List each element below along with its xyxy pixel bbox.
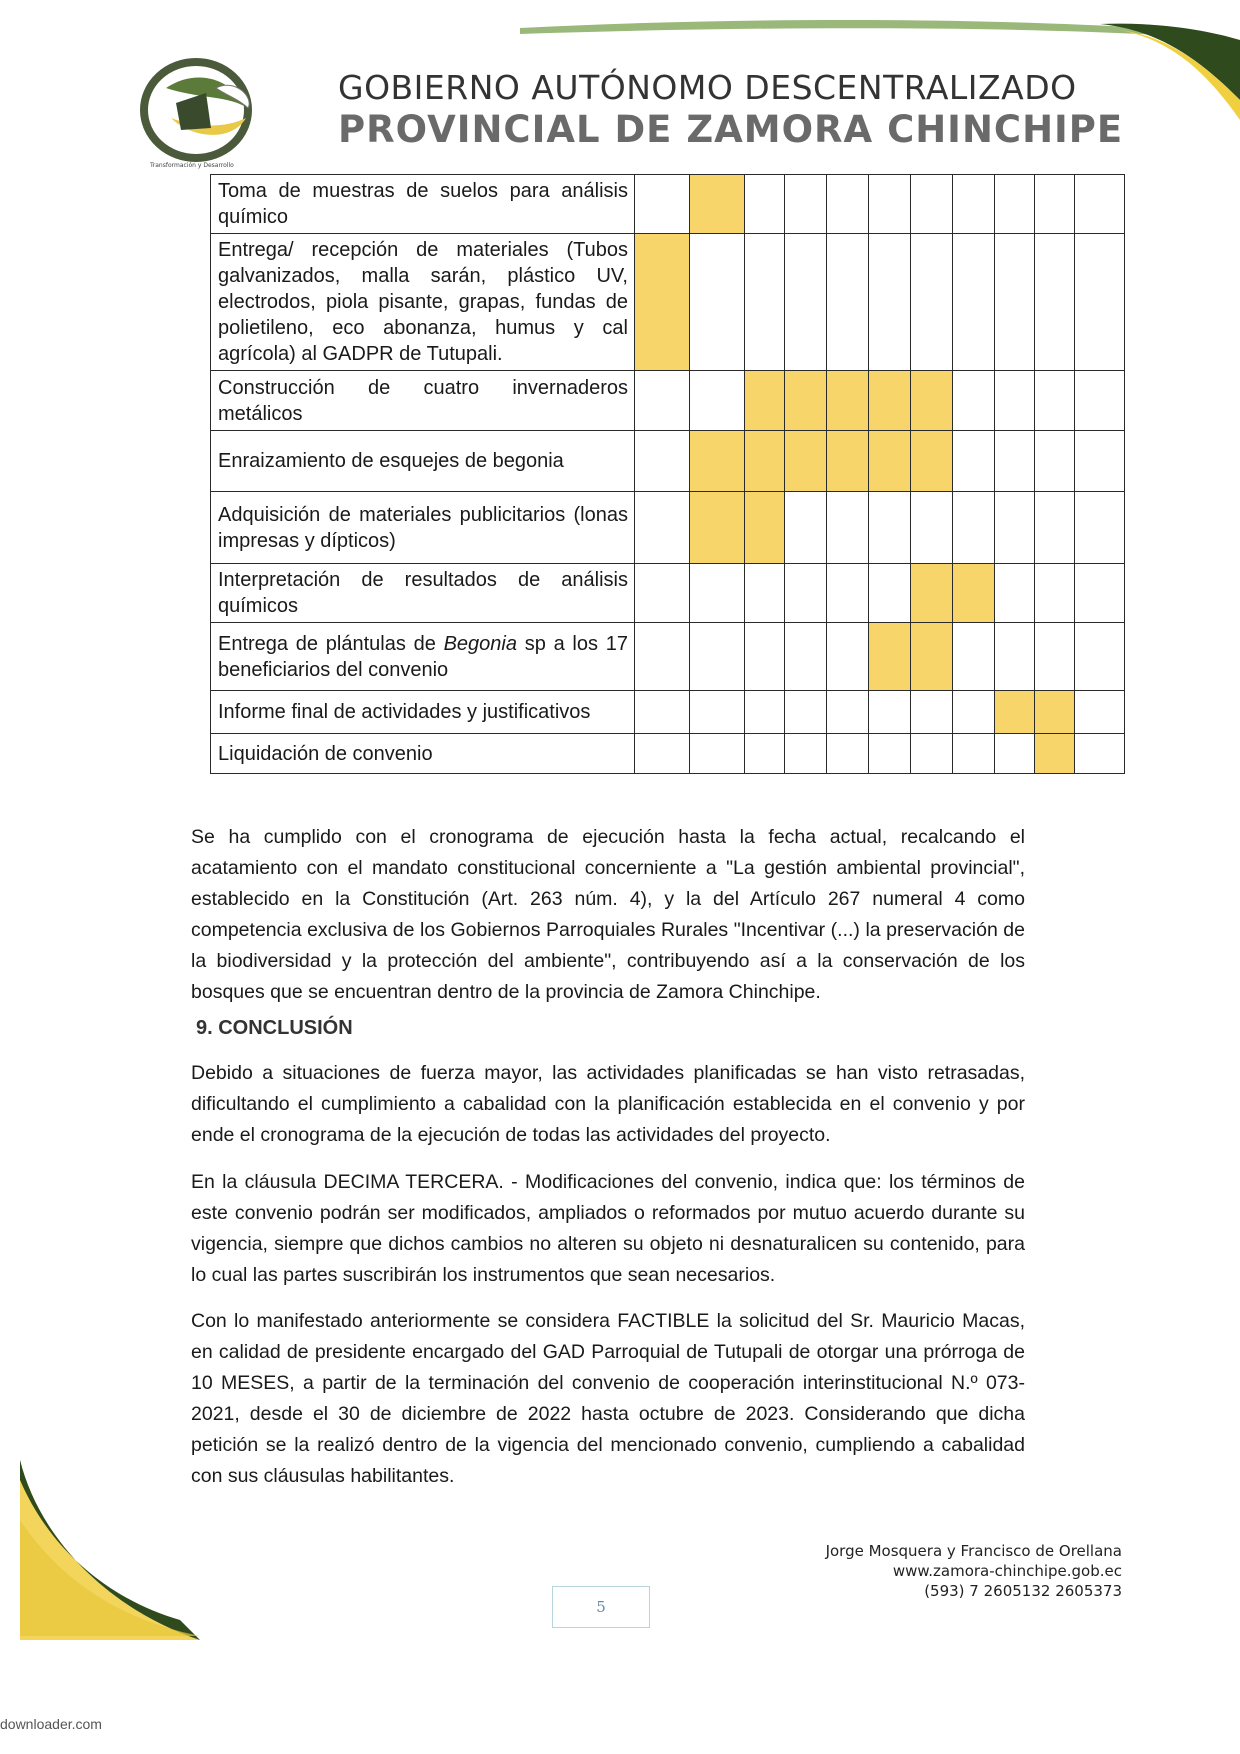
schedule-cell [953, 234, 995, 371]
table-row [211, 492, 1125, 564]
schedule-cell [690, 234, 745, 371]
schedule-cell [785, 492, 827, 564]
schedule-cell [995, 564, 1035, 623]
table-row [211, 734, 1125, 774]
schedule-cell [1035, 691, 1075, 734]
schedule-cell [1035, 175, 1075, 234]
schedule-cell [953, 492, 995, 564]
schedule-cell [911, 492, 953, 564]
schedule-cell [953, 734, 995, 774]
schedule-cell [869, 623, 911, 691]
table-row [211, 623, 1125, 691]
schedule-cell [785, 431, 827, 492]
schedule-cell [1075, 234, 1125, 371]
schedule-cell [827, 492, 869, 564]
activity-label: Informe final de actividades y justificativos [211, 691, 635, 734]
activity-label [211, 623, 635, 691]
logo-caption: Transformación y Desarrollo [150, 162, 234, 169]
schedule-cell [785, 734, 827, 774]
schedule-cell [869, 234, 911, 371]
schedule-cell [745, 234, 785, 371]
table-row [211, 371, 1125, 431]
activity-label-post: sp a los 17 beneficiarios del convenio [218, 632, 628, 681]
schedule-cell [953, 623, 995, 691]
schedule-cell [827, 234, 869, 371]
schedule-cell [911, 623, 953, 691]
schedule-cell [785, 175, 827, 234]
schedule-cell [785, 564, 827, 623]
activity-label: Construcción de cuatro invernaderos metálicos [211, 371, 635, 431]
footer-address: Jorge Mosquera y Francisco de Orellana [825, 1542, 1122, 1560]
schedule-cell [690, 175, 745, 234]
footer-website[interactable]: www.zamora-chinchipe.gob.ec [892, 1562, 1122, 1580]
schedule-cell [1035, 492, 1075, 564]
schedule-cell [827, 691, 869, 734]
schedule-cell [911, 734, 953, 774]
schedule-cell [953, 564, 995, 623]
schedule-cell [827, 564, 869, 623]
schedule-cell [995, 431, 1035, 492]
schedule-cell [690, 431, 745, 492]
activity-label: Enraizamiento de esquejes de begonia [211, 431, 635, 492]
schedule-cell [1075, 175, 1125, 234]
schedule-cell [995, 492, 1035, 564]
schedule-cell [745, 371, 785, 431]
schedule-cell [1075, 734, 1125, 774]
schedule-cell [690, 371, 745, 431]
schedule-cell [995, 175, 1035, 234]
schedule-cell [635, 371, 690, 431]
schedule-cell [635, 492, 690, 564]
schedule-cell [827, 623, 869, 691]
schedule-cell [1075, 371, 1125, 431]
paragraph-decision: Con lo manifestado anteriormente se considera FACTIBLE la solicitud del Sr. Mauricio Macas, en calidad de presidente encargado del GAD Parroquial de Tutupali de otorgar una prórroga de 10 MESES, a partir de la terminación del convenio de cooperación interinstitucional N.º 073-2021, desde el 30 de diciembre de 2022 hasta octubre de 2023. Considerando que dicha petición se la realizó dentro de la vigencia del mencionado convenio, cumpliendo a cabalidad con sus cláusulas habilitantes. [191, 1310, 1025, 1487]
schedule-cell [745, 734, 785, 774]
schedule-cell [869, 564, 911, 623]
schedule-cell [635, 623, 690, 691]
table-row [211, 691, 1125, 734]
paragraph-delays: Debido a situaciones de fuerza mayor, las actividades planificadas se han visto retrasadas, dificultando el cumplimiento a cabalidad con la planificación establecida en el convenio y por ende el cronograma de la ejecución de todas las actividades del proyecto. [191, 1062, 1025, 1146]
schedule-cell [635, 234, 690, 371]
schedule-cell [785, 371, 827, 431]
schedule-cell [635, 564, 690, 623]
activity-label-species: Begonia [443, 632, 517, 655]
table-row [211, 234, 1125, 371]
schedule-cell [745, 623, 785, 691]
schedule-cell [869, 492, 911, 564]
schedule-cell [1035, 564, 1075, 623]
schedule-cell [869, 691, 911, 734]
activity-label: Entrega/ recepción de materiales (Tubos galvanizados, malla sarán, plástico UV, electrodos, piola pisante, grapas, fundas de polietileno, eco abonanza, humus y cal agrícola) al GADPR de Tutupali. [211, 234, 635, 371]
watermark-text: downloader.com [0, 1716, 102, 1732]
schedule-cell [745, 564, 785, 623]
paragraph-compliance: Se ha cumplido con el cronograma de ejecución hasta la fecha actual, recalcando el acatamiento con el mandato constitucional concerniente a "La gestión ambiental provincial", establecido en la Constitución (Art. 263 núm. 4), y la del Artículo 267 numeral 4 como competencia exclusiva de los Gobiernos Parroquiales Rurales "Incentivar (...) la preservación de la biodiversidad y la protección del ambiente", contribuyendo así a la conservación de los bosques que se encuentran dentro de la provincia de Zamora Chinchipe. [191, 826, 1025, 1003]
schedule-cell [635, 691, 690, 734]
table-row [211, 175, 1125, 234]
schedule-cell [869, 371, 911, 431]
schedule-cell [690, 492, 745, 564]
schedule-cell [1075, 691, 1125, 734]
schedule-cell [785, 691, 827, 734]
schedule-cell [911, 431, 953, 492]
section-heading-conclusion: 9. CONCLUSIÓN [196, 1017, 353, 1039]
paragraph-clause: En la cláusula DECIMA TERCERA. - Modificaciones del convenio, indica que: los términos de este convenio podrán ser modificados, ampliados o reformados por mutuo acuerdo durante su vigencia, siempre que dichos cambios no alteren su objeto ni desnaturalicen su contenido, para lo cual las partes suscribirán los instrumentos que sean necesarios. [191, 1171, 1025, 1286]
schedule-cell [827, 371, 869, 431]
schedule-cell [1035, 234, 1075, 371]
schedule-cell [635, 431, 690, 492]
schedule-cell [1075, 623, 1125, 691]
schedule-cell [869, 431, 911, 492]
schedule-cell [1075, 492, 1125, 564]
schedule-cell [745, 175, 785, 234]
schedule-cell [690, 564, 745, 623]
schedule-cell [995, 734, 1035, 774]
schedule-cell [745, 691, 785, 734]
schedule-cell [869, 175, 911, 234]
schedule-cell [953, 371, 995, 431]
table-row [211, 431, 1125, 492]
schedule-cell [690, 623, 745, 691]
schedule-cell [785, 234, 827, 371]
schedule-cell [1075, 564, 1125, 623]
activity-label: Toma de muestras de suelos para análisis químico [211, 175, 635, 234]
schedule-cell [635, 175, 690, 234]
schedule-cell [1075, 431, 1125, 492]
schedule-cell [745, 431, 785, 492]
activity-label-pre: Entrega de plántulas de [218, 632, 444, 655]
schedule-cell [911, 175, 953, 234]
schedule-cell [1035, 734, 1075, 774]
provincial-logo [136, 48, 266, 168]
activity-label: Adquisición de materiales publicitarios (lonas impresas y dípticos) [211, 492, 635, 564]
schedule-cell [911, 371, 953, 431]
table-row [211, 564, 1125, 623]
schedule-cell [995, 623, 1035, 691]
schedule-cell [869, 734, 911, 774]
activity-label: Liquidación de convenio [211, 734, 635, 774]
schedule-cell [827, 734, 869, 774]
schedule-cell [745, 492, 785, 564]
schedule-cell [1035, 431, 1075, 492]
activity-schedule-table [210, 174, 1125, 774]
schedule-cell [911, 691, 953, 734]
schedule-cell [1035, 371, 1075, 431]
schedule-cell [635, 734, 690, 774]
schedule-cell [690, 691, 745, 734]
schedule-cell [827, 431, 869, 492]
schedule-cell [785, 623, 827, 691]
schedule-cell [911, 234, 953, 371]
header-title-line1: GOBIERNO AUTÓNOMO DESCENTRALIZADO [338, 68, 1077, 107]
schedule-cell [827, 175, 869, 234]
schedule-cell [690, 734, 745, 774]
schedule-cell [995, 691, 1035, 734]
schedule-cell [953, 431, 995, 492]
header-title-line2: PROVINCIAL DE ZAMORA CHINCHIPE [338, 108, 1124, 151]
schedule-cell [995, 371, 1035, 431]
schedule-cell [1035, 623, 1075, 691]
footer-phone: (593) 7 2605132 2605373 [924, 1582, 1122, 1600]
schedule-cell [953, 175, 995, 234]
schedule-cell [911, 564, 953, 623]
schedule-cell [953, 691, 995, 734]
activity-label: Interpretación de resultados de análisis químicos [211, 564, 635, 623]
schedule-cell [995, 234, 1035, 371]
logo-emblem-icon [136, 48, 266, 168]
page-number: 5 [552, 1586, 650, 1628]
